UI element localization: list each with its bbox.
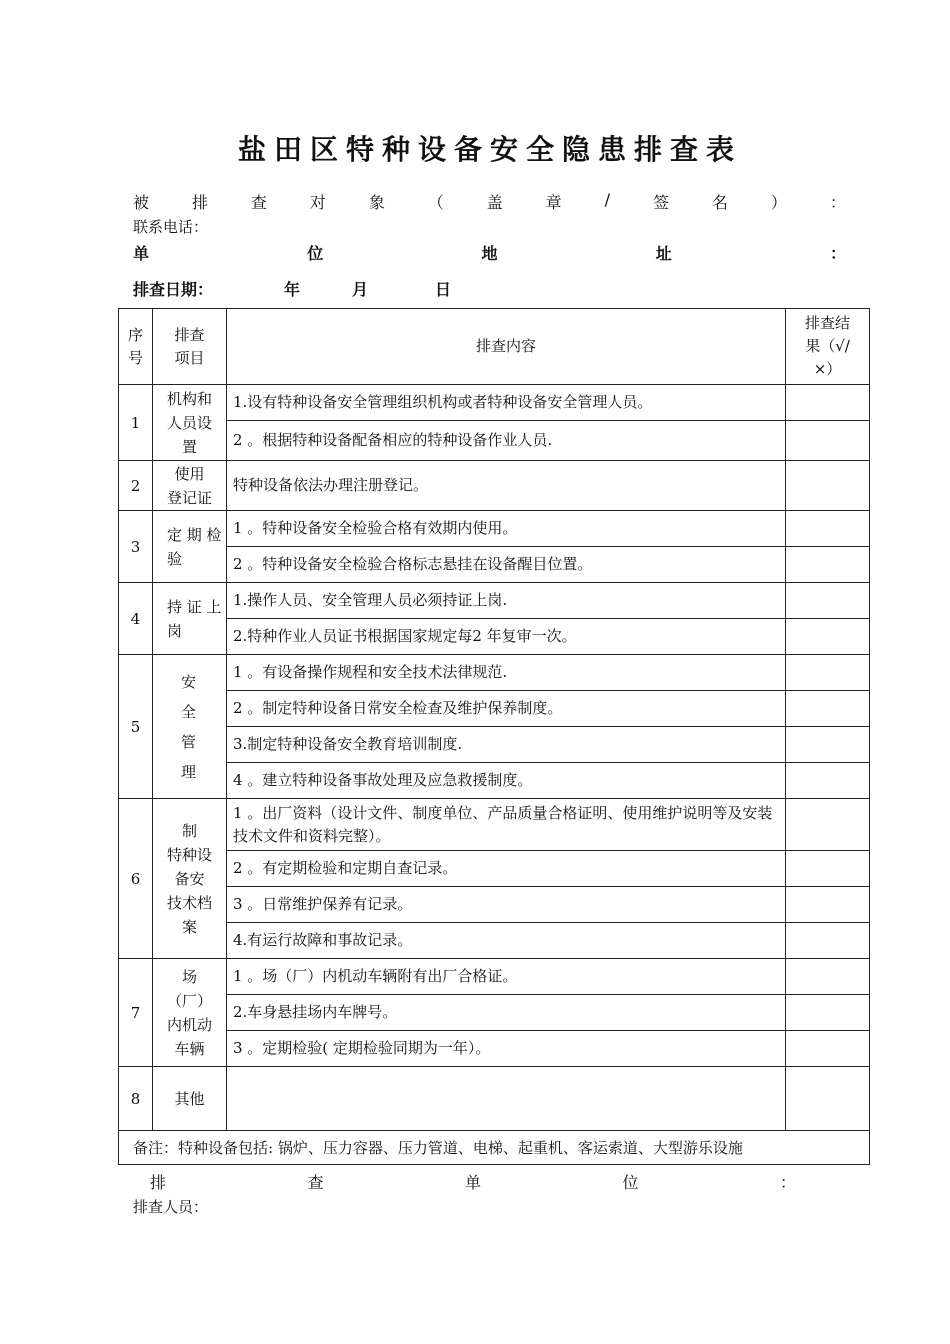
row-item (153, 583, 227, 655)
result-cell[interactable] (786, 727, 870, 763)
char: ： (829, 193, 846, 212)
item-text: 持 证 上 (167, 597, 222, 616)
row-content: 2 。有定期检验和定期自查记录。 (227, 851, 786, 887)
row-content: 2 。特种设备安全检验合格标志悬挂在设备醒目位置。 (227, 547, 786, 583)
date-month: 月 (352, 280, 369, 299)
char: 查 (250, 193, 267, 212)
table-row (119, 851, 870, 887)
char: 址 (655, 244, 672, 263)
row-content: 1 。特种设备安全检验合格有效期内使用。 (227, 511, 786, 547)
item-text: 岗 (167, 621, 183, 640)
row-number: 5 (119, 655, 153, 799)
char: 名 (711, 193, 728, 212)
result-cell[interactable] (786, 1067, 870, 1131)
char: 位 (622, 1173, 639, 1192)
header-text: 排查结 (804, 314, 850, 332)
contact-label: 联系电话： (133, 218, 209, 236)
table-row (119, 727, 870, 763)
header-text: ×） (813, 360, 842, 378)
item-text: 全 (181, 702, 197, 721)
table-row (119, 691, 870, 727)
char: 查 (307, 1173, 324, 1192)
row-content: 4.有运行故障和事故记录。 (227, 923, 786, 959)
row-content: 1.操作人员、安全管理人员必须持证上岗. (227, 583, 786, 619)
row-content: 1 。有设备操作规程和安全技术法律规范. (227, 655, 786, 691)
char: 签 (652, 193, 669, 212)
char: 对 (309, 193, 326, 212)
row-number: 3 (119, 511, 153, 583)
char: 章 (545, 193, 562, 212)
row-content: 2 。根据特种设备配备相应的特种设备作业人员. (227, 421, 786, 461)
table-row (119, 959, 870, 995)
row-content: 特种设备依法办理注册登记。 (227, 461, 786, 511)
row-content: 1.设有特种设备安全管理组织机构或者特种设备安全管理人员。 (227, 385, 786, 421)
item-text: 验 (167, 549, 183, 568)
row-item (153, 385, 227, 461)
page-title: 盐田区特种设备安全隐患排查表 (237, 133, 742, 166)
result-cell[interactable] (786, 547, 870, 583)
result-cell[interactable] (786, 851, 870, 887)
table-row (119, 511, 870, 547)
char: 排 (150, 1173, 167, 1192)
result-cell[interactable] (786, 583, 870, 619)
table-row (119, 763, 870, 799)
result-cell[interactable] (786, 619, 870, 655)
table-row (119, 547, 870, 583)
result-cell[interactable] (786, 511, 870, 547)
row-content: 3 。日常维护保养有记录。 (227, 887, 786, 923)
item-text: 特种设 (166, 845, 212, 864)
row-content: 2.车身悬挂场内车牌号。 (227, 995, 786, 1031)
item-text: 备安 (174, 869, 205, 888)
result-cell[interactable] (786, 799, 870, 851)
item-text: 定 期 检 (167, 525, 222, 544)
item-text: 使用 (174, 464, 205, 483)
item-text: （厂） (166, 991, 212, 1010)
row-content (227, 1067, 786, 1131)
item-text: 机构和 (166, 389, 212, 408)
result-cell[interactable] (786, 959, 870, 995)
item-text: 内机动 (166, 1015, 212, 1034)
result-cell[interactable] (786, 421, 870, 461)
table-row (119, 619, 870, 655)
char: （ (427, 193, 444, 212)
row-number: 7 (119, 959, 153, 1067)
char: 象 (368, 193, 385, 212)
target-line (133, 190, 846, 213)
row-content: 1 。出厂资料（设计文件、制度单位、产品质量合格证明、使用维护说明等及安装技术文件和资料完整）。 (227, 799, 786, 851)
row-content: 1 。场（厂）内机动车辆附有出厂合格证。 (227, 959, 786, 995)
date-label: 排查日期： (133, 280, 214, 299)
char: 被 (133, 193, 150, 212)
inspector-label: 排查人员： (133, 1198, 209, 1216)
char: / (604, 190, 611, 209)
char: 单 (464, 1173, 481, 1192)
table-row (119, 583, 870, 619)
char: 位 (307, 244, 324, 263)
note-row (119, 1131, 870, 1165)
note-text: 备注：特种设备包括: 锅炉、压力容器、压力管道、电梯、起重机、客运索道、大型游乐设施 (119, 1131, 870, 1165)
date-year: 年 (284, 280, 301, 299)
item-text: 置 (181, 437, 197, 456)
table-row (119, 923, 870, 959)
char: 盖 (486, 193, 503, 212)
row-item (153, 461, 227, 511)
table-row (119, 1031, 870, 1067)
result-cell[interactable] (786, 923, 870, 959)
row-item (153, 655, 227, 799)
result-cell[interactable] (786, 995, 870, 1031)
table-header-row (119, 309, 870, 385)
inspection-table (118, 308, 870, 1165)
col-content-header: 排查内容 (227, 309, 786, 385)
col-no-header (119, 309, 153, 385)
table-row (119, 1067, 870, 1131)
col-item-header (153, 309, 227, 385)
col-result-header (786, 309, 870, 385)
char: ： (829, 244, 846, 263)
char: 单 (133, 244, 150, 263)
row-item (153, 511, 227, 583)
date-day: 日 (435, 280, 452, 299)
table-row (119, 385, 870, 421)
table-row (119, 887, 870, 923)
header-text: 排查 (174, 325, 205, 344)
result-cell[interactable] (786, 763, 870, 799)
item-text: 技术档 (166, 893, 212, 912)
row-number: 4 (119, 583, 153, 655)
item-text: 安 (181, 672, 197, 691)
header-text: 项目 (174, 348, 205, 367)
header-text: 号 (127, 348, 143, 367)
row-item: 其他 (153, 1067, 227, 1131)
result-cell[interactable] (786, 691, 870, 727)
table-row (119, 799, 870, 851)
item-text: 人员设 (166, 413, 212, 432)
item-text: 案 (181, 917, 197, 936)
table-row (119, 421, 870, 461)
row-number: 2 (119, 461, 153, 511)
item-text: 理 (181, 762, 197, 781)
result-cell[interactable] (786, 1031, 870, 1067)
result-cell[interactable] (786, 461, 870, 511)
row-item (153, 959, 227, 1067)
table-row (119, 461, 870, 511)
char: 排 (191, 193, 208, 212)
char: 地 (481, 244, 498, 263)
inspection-unit-line (150, 1170, 796, 1193)
address-line (133, 241, 846, 264)
row-content: 4 。建立特种设备事故处理及应急救援制度。 (227, 763, 786, 799)
row-number: 1 (119, 385, 153, 461)
char: ） (770, 193, 787, 212)
row-number: 6 (119, 799, 153, 959)
item-text: 登记证 (166, 488, 212, 507)
row-content: 2 。制定特种设备日常安全检查及维护保养制度。 (227, 691, 786, 727)
item-text: 车辆 (174, 1039, 205, 1058)
result-cell[interactable] (786, 385, 870, 421)
char: ： (779, 1173, 796, 1192)
item-text: 管 (181, 732, 197, 751)
item-text: 场 (181, 967, 197, 986)
header-text: 果（√/ (805, 337, 850, 355)
table-row (119, 995, 870, 1031)
header-text: 序 (127, 325, 143, 344)
row-number: 8 (119, 1067, 153, 1131)
row-item (153, 799, 227, 959)
row-content: 3.制定特种设备安全教育培训制度. (227, 727, 786, 763)
result-cell[interactable] (786, 655, 870, 691)
row-content: 2.特种作业人员证书根据国家规定每2 年复审一次。 (227, 619, 786, 655)
row-content: 3 。定期检验( 定期检验同期为一年）。 (227, 1031, 786, 1067)
table-row (119, 655, 870, 691)
result-cell[interactable] (786, 887, 870, 923)
item-text: 制 (181, 821, 197, 840)
